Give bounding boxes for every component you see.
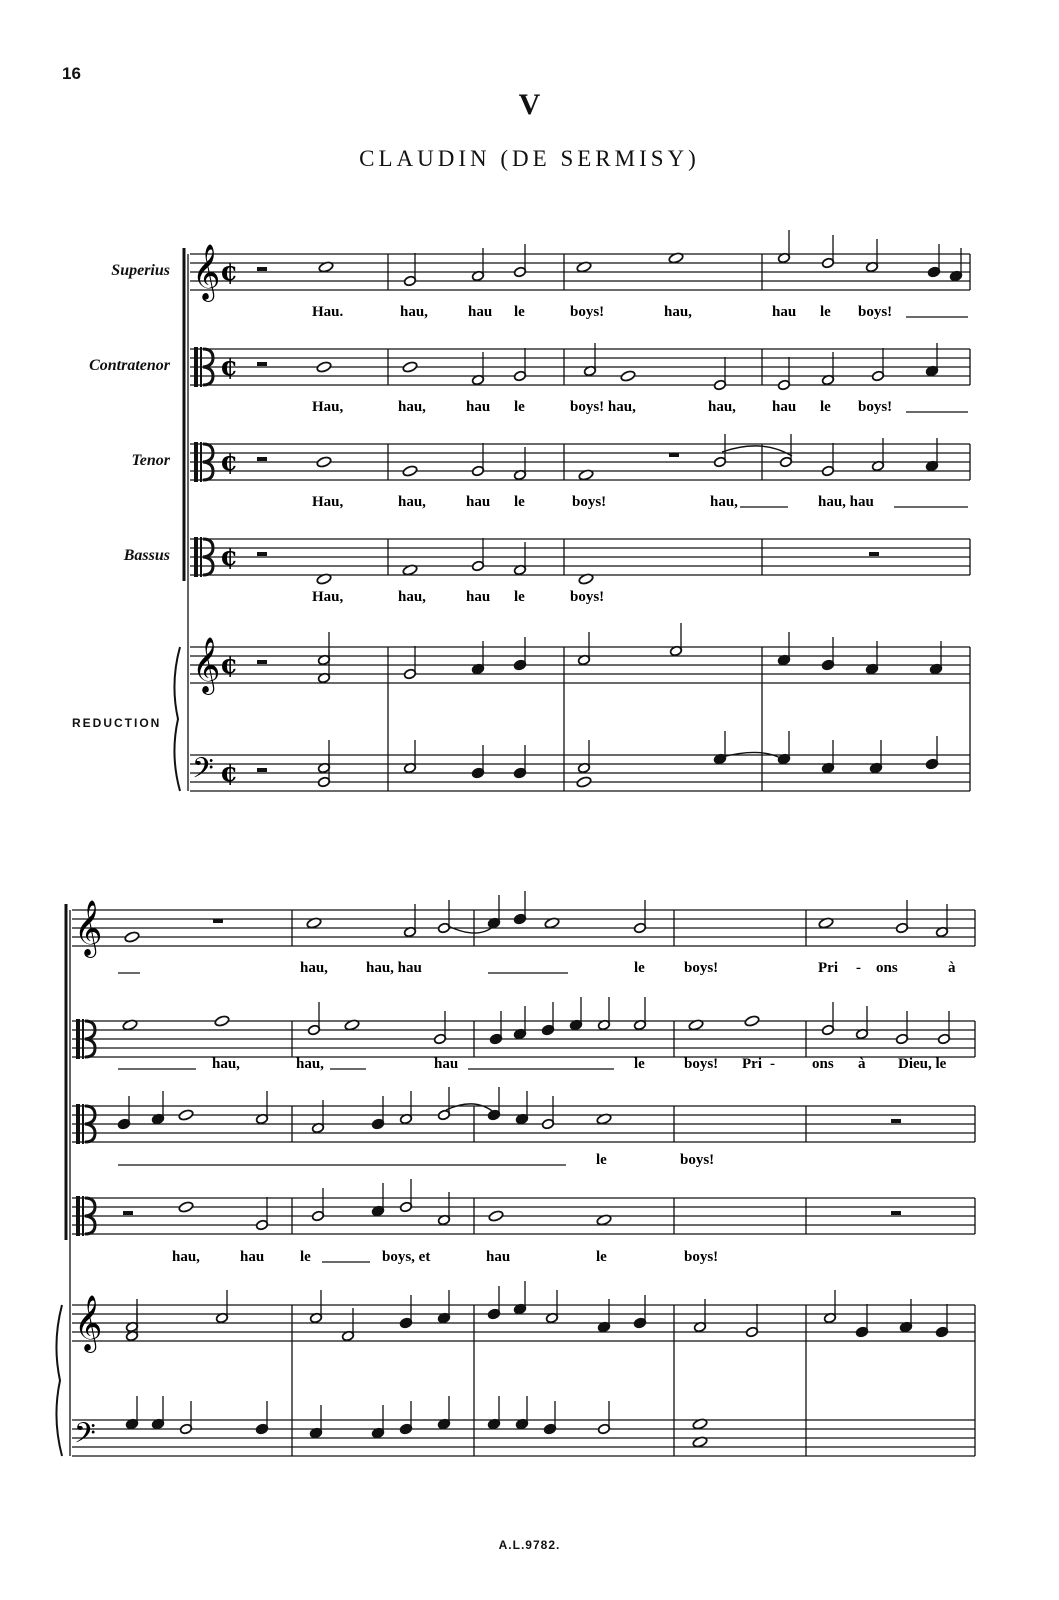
note <box>576 776 592 788</box>
half-rest <box>257 457 267 461</box>
system-2-piano-bass-clef: 𝄢 <box>74 1417 96 1457</box>
system-2-c-clef-bar <box>76 1104 80 1144</box>
system-1-lyric: boys! hau, <box>570 399 636 415</box>
whole-rest <box>213 919 223 923</box>
system-1-c-clef-bar <box>200 347 202 387</box>
system-2-lyric: boys! <box>684 1056 719 1072</box>
system-2-lyric: - <box>856 960 861 976</box>
system-1-lyric: le <box>514 589 525 605</box>
note <box>178 1109 194 1121</box>
system-1-lyric: hau <box>466 494 491 510</box>
system-2-lyric: boys! <box>680 1152 715 1168</box>
half-rest <box>257 660 267 664</box>
system-1-lyric: le <box>820 399 831 415</box>
system-1-piano-treble-clef: 𝄞 <box>192 637 221 693</box>
system-1-lyric: le <box>514 399 525 415</box>
system-2-piano-treble-clef: 𝄞 <box>74 1295 103 1351</box>
whole-rest <box>891 1211 901 1215</box>
system-2-c-clef-bar <box>76 1019 80 1059</box>
system-1-lyric: hau, <box>708 399 736 415</box>
catalog-number: A.L.9782. <box>498 1538 561 1552</box>
system-1-piano-bass-clef: 𝄢 <box>192 752 214 792</box>
reduction-label: REDUCTION <box>72 716 162 730</box>
voice-label-superius: Superius <box>111 262 170 279</box>
system-2-lyric: à <box>858 1056 866 1072</box>
system-2-lyric: ons <box>812 1056 834 1072</box>
system-1-lyric: hau, <box>398 494 426 510</box>
system-1-c-clef-bar <box>200 442 202 482</box>
page-number: 16 <box>62 64 81 83</box>
composer-heading: CLAUDIN (DE SERMISY) <box>359 146 700 171</box>
note <box>402 361 418 373</box>
system-1-treble-clef: 𝄞 <box>192 244 221 300</box>
system-1-lyric: hau, <box>398 399 426 415</box>
system-2-lyric: à <box>948 960 956 976</box>
system-1-lyric: boys! <box>570 304 605 320</box>
system-1-bassus-clef-bar <box>200 537 202 577</box>
system-1-lyric: Hau, <box>312 589 344 605</box>
system-1-lyric: hau <box>772 399 797 415</box>
system-1-time-signature: ¢ <box>220 352 239 382</box>
system-2-lyric: boys! <box>684 1249 719 1265</box>
system-2-lyric: hau, <box>172 1249 200 1265</box>
tie <box>448 926 494 933</box>
system-2-piano-brace <box>56 1305 62 1456</box>
system-1-lyric: hau <box>466 399 491 415</box>
system-2-lyric: le <box>634 1056 645 1072</box>
tie <box>722 752 782 759</box>
system-1-lyric: hau <box>466 589 491 605</box>
system-2-c-clef-bar <box>76 1196 80 1236</box>
tie <box>722 446 792 456</box>
system-2-lyric: hau, <box>300 960 328 976</box>
system-1-lyric: Hau, <box>312 399 344 415</box>
half-rest <box>123 1211 133 1215</box>
system-1-lyric: hau, hau <box>818 494 874 510</box>
system-1-lyric: le <box>514 304 525 320</box>
note <box>214 1015 230 1027</box>
note <box>124 931 140 943</box>
voice-label-tenor: Tenor <box>131 452 170 469</box>
system-1-lyric: boys! <box>570 589 605 605</box>
system-2-lyric: hau, hau <box>366 960 422 976</box>
system-1-bassus-clef-bar <box>194 537 198 577</box>
system-2-lyric: le <box>634 960 645 976</box>
system-1-lyric: Hau, <box>312 494 344 510</box>
piece-number: V <box>518 88 541 121</box>
system-1-lyric: boys! <box>858 399 893 415</box>
system-1-lyric: hau, <box>398 589 426 605</box>
voice-label-contratenor: Contratenor <box>89 357 170 374</box>
system-2-lyric: le <box>596 1152 607 1168</box>
system-2-treble-clef: 𝄞 <box>74 900 103 956</box>
system-2-c-clef-bar <box>82 1019 84 1059</box>
system-2-lyric: hau, <box>212 1056 240 1072</box>
half-rest <box>669 453 679 457</box>
system-2-lyric: Dieu, le <box>898 1056 947 1072</box>
system-1-time-signature: ¢ <box>220 542 239 572</box>
system-2-lyric: boys! <box>684 960 719 976</box>
system-1-lyric: boys! <box>858 304 893 320</box>
note <box>402 465 418 477</box>
system-1-piano-time-signature: ¢ <box>220 758 239 788</box>
half-rest <box>257 552 267 556</box>
system-1-lyric: hau <box>772 304 797 320</box>
system-1-lyric: le <box>820 304 831 320</box>
note <box>316 456 332 468</box>
system-1-lyric: le <box>514 494 525 510</box>
system-2-lyric: Pri <box>818 960 838 976</box>
system-2-lyric: boys, et <box>382 1249 431 1265</box>
half-rest <box>257 768 267 772</box>
system-2-lyric: - <box>770 1056 775 1072</box>
system-1-piano-brace <box>174 647 180 791</box>
system-1-lyric: hau <box>468 304 493 320</box>
system-1-c-clef-bar <box>194 442 198 482</box>
system-1-lyric: hau, <box>710 494 738 510</box>
system-2-lyric: hau <box>486 1249 511 1265</box>
system-2-lyric: hau <box>434 1056 459 1072</box>
note <box>620 370 636 382</box>
system-1-c-clef-bar <box>194 347 198 387</box>
note <box>744 1015 760 1027</box>
voice-label-bassus: Bassus <box>123 547 170 564</box>
half-rest <box>257 267 267 271</box>
system-1-time-signature: ¢ <box>220 447 239 477</box>
system-2-lyric: le <box>596 1249 607 1265</box>
system-2-lyric: le <box>300 1249 311 1265</box>
system-2-lyric: hau, <box>296 1056 324 1072</box>
system-2-lyric: hau <box>240 1249 265 1265</box>
whole-rest <box>891 1119 901 1123</box>
system-1-time-signature: ¢ <box>220 257 239 287</box>
note <box>178 1201 194 1213</box>
system-1-piano-time-signature: ¢ <box>220 650 239 680</box>
system-1-lyric: hau, <box>400 304 428 320</box>
whole-rest <box>869 552 879 556</box>
system-2-c-clef-bar <box>82 1104 84 1144</box>
system-1-lyric: hau, <box>664 304 692 320</box>
system-1-lyric: Hau. <box>312 304 344 320</box>
note <box>488 1210 504 1222</box>
system-2-lyric: Pri <box>742 1056 762 1072</box>
note <box>316 361 332 373</box>
half-rest <box>257 362 267 366</box>
system-2-lyric: ons <box>876 960 898 976</box>
system-1-lyric: boys! <box>572 494 607 510</box>
system-2-c-clef-bar <box>82 1196 84 1236</box>
